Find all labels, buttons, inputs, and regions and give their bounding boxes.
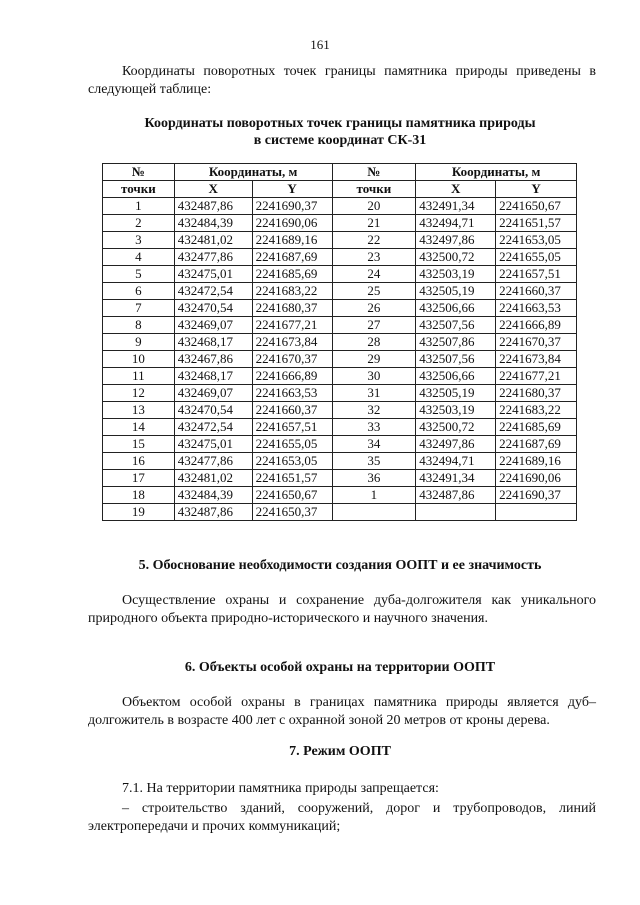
intro-paragraph: [88, 63, 596, 99]
point-num-left: 8: [103, 317, 175, 334]
header-coords-right: Координаты, м: [416, 164, 577, 181]
y-value-left: 2241685,69: [252, 266, 332, 283]
y-value-right: 2241690,37: [496, 487, 577, 504]
y-value-right: 2241683,22: [496, 402, 577, 419]
x-value-right: 432503,19: [416, 402, 496, 419]
header-coords-left: Координаты, м: [174, 164, 332, 181]
x-value-right: 432494,71: [416, 215, 496, 232]
table-title-line1: Координаты поворотных точек границы памятника природы: [144, 116, 536, 131]
point-num-right: 36: [332, 470, 416, 487]
point-num-right: 1: [332, 487, 416, 504]
x-value-right: 432507,56: [416, 317, 496, 334]
point-num-left: 15: [103, 436, 175, 453]
x-value-left: 432470,54: [174, 300, 252, 317]
x-value-left: 432468,17: [174, 368, 252, 385]
table-row: [103, 351, 577, 368]
table-row: [103, 300, 577, 317]
table-body: [103, 198, 577, 521]
point-num-right: 31: [332, 385, 416, 402]
table-row: [103, 419, 577, 436]
point-num-right: 23: [332, 249, 416, 266]
section5-paragraph: [88, 592, 596, 628]
y-value-right: 2241680,37: [496, 385, 577, 402]
table-row: [103, 215, 577, 232]
section6-paragraph: [88, 694, 596, 730]
y-value-left: 2241655,05: [252, 436, 332, 453]
y-value-left: 2241673,84: [252, 334, 332, 351]
point-num-left: 12: [103, 385, 175, 402]
header-x-right: X: [416, 181, 496, 198]
page-number: 161: [310, 37, 330, 52]
y-value-left: 2241666,89: [252, 368, 332, 385]
x-value-right: 432500,72: [416, 249, 496, 266]
point-num-right: 33: [332, 419, 416, 436]
y-value-left: 2241660,37: [252, 402, 332, 419]
point-num-right: 34: [332, 436, 416, 453]
y-value-left: 2241680,37: [252, 300, 332, 317]
table-row: [103, 249, 577, 266]
y-value-right: 2241690,06: [496, 470, 577, 487]
header-num-left: №: [103, 164, 175, 181]
x-value-left: 432481,02: [174, 232, 252, 249]
point-num-right: 21: [332, 215, 416, 232]
header-num-right: №: [332, 164, 416, 181]
x-value-right: 432487,86: [416, 487, 496, 504]
y-value-right: 2241673,84: [496, 351, 577, 368]
point-num-left: 7: [103, 300, 175, 317]
y-value-left: 2241683,22: [252, 283, 332, 300]
point-num-left: 13: [103, 402, 175, 419]
table-row: [103, 334, 577, 351]
point-num-left: 10: [103, 351, 175, 368]
y-value-right: 2241650,67: [496, 198, 577, 215]
y-value-right: 2241685,69: [496, 419, 577, 436]
x-value-right: 432491,34: [416, 470, 496, 487]
y-value-right: 2241653,05: [496, 232, 577, 249]
point-num-left: 11: [103, 368, 175, 385]
x-value-right: 432500,72: [416, 419, 496, 436]
table-row: [103, 266, 577, 283]
point-num-left: 3: [103, 232, 175, 249]
y-value-left: 2241690,06: [252, 215, 332, 232]
x-value-right: 432505,19: [416, 283, 496, 300]
section7-paragraph1: [88, 780, 596, 798]
y-value-right: 2241677,21: [496, 368, 577, 385]
x-value-left: 432484,39: [174, 215, 252, 232]
point-num-left: 6: [103, 283, 175, 300]
y-value-left: 2241650,67: [252, 487, 332, 504]
intro-text: Координаты поворотных точек границы памятника природы приведены в следующей таблице:: [88, 64, 596, 97]
x-value-left: 432477,86: [174, 453, 252, 470]
x-value-left: 432470,54: [174, 402, 252, 419]
x-value-right: 432505,19: [416, 385, 496, 402]
x-value-left: 432472,54: [174, 419, 252, 436]
section6-text: Объектом особой охраны в границах памятника природы является дуб–долгожитель в возрасте 400 лет с охранной зоной 20 метров от кроны дерева.: [88, 695, 596, 728]
x-value-left: 432468,17: [174, 334, 252, 351]
coordinates-table: [102, 163, 577, 521]
y-value-left: 2241651,57: [252, 470, 332, 487]
table-row: [103, 385, 577, 402]
header-num-sub-right: точки: [332, 181, 416, 198]
x-value-left: 432475,01: [174, 436, 252, 453]
header-x-left: X: [174, 181, 252, 198]
point-num-right: 26: [332, 300, 416, 317]
y-value-right: 2241660,37: [496, 283, 577, 300]
point-num-right: 25: [332, 283, 416, 300]
table-row: [103, 402, 577, 419]
y-value-left: 2241677,21: [252, 317, 332, 334]
table-row: [103, 504, 577, 521]
table-row: [103, 453, 577, 470]
y-value-left: 2241653,05: [252, 453, 332, 470]
point-num-right: 24: [332, 266, 416, 283]
x-value-left: 432487,86: [174, 198, 252, 215]
x-value-right: 432507,86: [416, 334, 496, 351]
point-num-left: 16: [103, 453, 175, 470]
x-value-left: 432467,86: [174, 351, 252, 368]
point-num-right: 28: [332, 334, 416, 351]
header-y-right: Y: [496, 181, 577, 198]
point-num-right: 22: [332, 232, 416, 249]
x-value-right: 432497,86: [416, 232, 496, 249]
section7-list-item: [88, 800, 596, 836]
table-title: [0, 115, 640, 149]
x-value-left: 432484,39: [174, 487, 252, 504]
x-value-right: 432497,86: [416, 436, 496, 453]
section6-heading: 6. Объекты особой охраны на территории ООПТ: [184, 660, 496, 675]
x-value-left: 432487,86: [174, 504, 252, 521]
x-value-right: 432506,66: [416, 368, 496, 385]
table-title-line2: в системе координат СК-31: [253, 133, 427, 148]
point-num-left: 18: [103, 487, 175, 504]
x-value-left: 432481,02: [174, 470, 252, 487]
point-num-left: 1: [103, 198, 175, 215]
y-value-right: 2241689,16: [496, 453, 577, 470]
x-value-right: 432494,71: [416, 453, 496, 470]
point-num-left: 14: [103, 419, 175, 436]
y-value-right: 2241663,53: [496, 300, 577, 317]
point-num-left: 5: [103, 266, 175, 283]
point-num-right: [332, 504, 416, 521]
y-value-left: 2241690,37: [252, 198, 332, 215]
y-value-left: 2241687,69: [252, 249, 332, 266]
section7-heading: 7. Режим ООПТ: [289, 744, 391, 759]
section7-p1-text: 7.1. На территории памятника природы запрещается:: [122, 781, 439, 796]
y-value-right: 2241657,51: [496, 266, 577, 283]
y-value-left: 2241689,16: [252, 232, 332, 249]
table-row: [103, 232, 577, 249]
point-num-left: 4: [103, 249, 175, 266]
section7-item1-text: – строительство зданий, сооружений, дорог и трубопроводов, линий электропередачи и прочих коммуникаций;: [88, 801, 596, 834]
x-value-right: 432503,19: [416, 266, 496, 283]
y-value-left: 2241670,37: [252, 351, 332, 368]
header-y-left: Y: [252, 181, 332, 198]
x-value-left: 432469,07: [174, 317, 252, 334]
table-row: [103, 198, 577, 215]
table-row: [103, 470, 577, 487]
y-value-left: 2241657,51: [252, 419, 332, 436]
header-num-sub-left: точки: [103, 181, 175, 198]
x-value-right: 432507,56: [416, 351, 496, 368]
section5-text: Осуществление охраны и сохранение дуба-долгожителя как уникального природного объекта природно-исторического и научного значения.: [88, 593, 596, 626]
point-num-right: 30: [332, 368, 416, 385]
point-num-left: 19: [103, 504, 175, 521]
table-row: [103, 283, 577, 300]
x-value-left: 432475,01: [174, 266, 252, 283]
table-row: [103, 368, 577, 385]
x-value-left: 432477,86: [174, 249, 252, 266]
point-num-right: 29: [332, 351, 416, 368]
point-num-left: 9: [103, 334, 175, 351]
x-value-left: 432469,07: [174, 385, 252, 402]
y-value-left: 2241663,53: [252, 385, 332, 402]
table-row: [103, 317, 577, 334]
point-num-right: 32: [332, 402, 416, 419]
y-value-right: 2241651,57: [496, 215, 577, 232]
point-num-left: 17: [103, 470, 175, 487]
y-value-right: [496, 504, 577, 521]
point-num-right: 20: [332, 198, 416, 215]
y-value-right: 2241670,37: [496, 334, 577, 351]
y-value-right: 2241655,05: [496, 249, 577, 266]
x-value-right: 432491,34: [416, 198, 496, 215]
y-value-right: 2241666,89: [496, 317, 577, 334]
x-value-right: 432506,66: [416, 300, 496, 317]
section5-heading: 5. Обоснование необходимости создания ООПТ и ее значимость: [138, 558, 542, 573]
y-value-right: 2241687,69: [496, 436, 577, 453]
y-value-left: 2241650,37: [252, 504, 332, 521]
point-num-right: 27: [332, 317, 416, 334]
table-row: [103, 487, 577, 504]
x-value-right: [416, 504, 496, 521]
table-row: [103, 436, 577, 453]
point-num-left: 2: [103, 215, 175, 232]
point-num-right: 35: [332, 453, 416, 470]
x-value-left: 432472,54: [174, 283, 252, 300]
